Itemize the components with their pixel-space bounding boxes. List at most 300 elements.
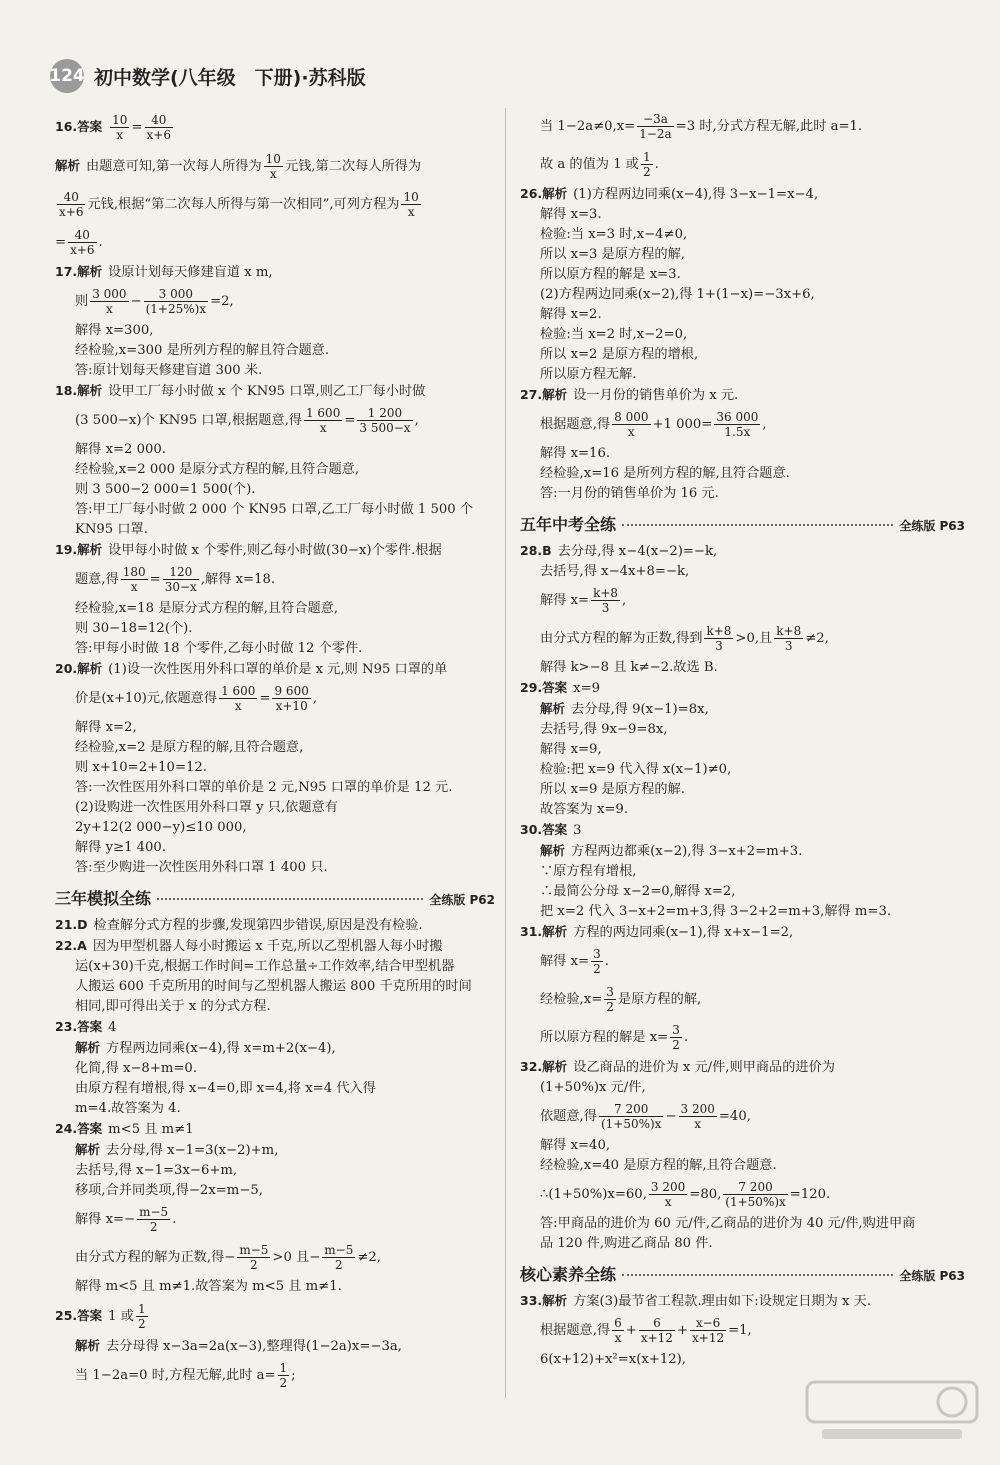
text-run: 3 bbox=[573, 823, 582, 838]
text-line bbox=[55, 283, 495, 321]
text-run: 答:一月份的销售单价为 16 元. bbox=[540, 486, 719, 501]
text-run: , bbox=[312, 691, 318, 706]
text-run: 则 30−18=12(个). bbox=[75, 621, 193, 636]
fraction-numerator: 36 000 bbox=[716, 410, 759, 424]
text-line bbox=[55, 1059, 495, 1079]
fraction-numerator: 1 200 bbox=[357, 406, 412, 421]
text-run: = bbox=[259, 691, 271, 706]
text-line bbox=[55, 639, 495, 659]
text-line bbox=[520, 1136, 965, 1156]
text-line bbox=[55, 1017, 495, 1038]
text-run: 所以原方程的解是 x= bbox=[540, 1030, 669, 1045]
text-run: 设甲每小时做 x 个零件,则乙每小时做(30−x)个零件.根据 bbox=[108, 543, 442, 558]
text-line bbox=[520, 1350, 965, 1370]
text-run: 元钱,根据“第二次每人所得与第一次相同”,可列方程为 bbox=[87, 197, 400, 212]
text-run: 所以 x=9 是原方程的解. bbox=[540, 782, 685, 797]
text-line bbox=[520, 225, 965, 245]
text-line bbox=[55, 361, 495, 381]
text-run: m<5 且 m≠1 bbox=[108, 1122, 194, 1137]
fraction bbox=[145, 113, 173, 142]
fraction bbox=[723, 1180, 788, 1209]
book-title: 初中数学(八年级 下册)·苏科版 bbox=[94, 66, 366, 89]
fraction-denominator: x bbox=[694, 1117, 702, 1131]
fraction-denominator: x+6 bbox=[70, 243, 95, 257]
text-line bbox=[520, 562, 965, 582]
text-run: 当 1−2a≠0,x= bbox=[540, 119, 636, 134]
text-line bbox=[55, 520, 495, 540]
text-run: 根据题意,得 bbox=[540, 1323, 611, 1338]
fraction-numerator: 1 600 bbox=[305, 406, 341, 420]
text-run: , bbox=[414, 413, 419, 428]
section-page-ref: 全练版 P63 bbox=[899, 519, 965, 533]
question-label: 24.答案 bbox=[55, 1121, 103, 1136]
text-run: =40, bbox=[718, 1109, 751, 1124]
left-column bbox=[55, 108, 495, 1395]
text-line bbox=[520, 1214, 965, 1234]
fraction-denominator: x+10 bbox=[275, 699, 308, 713]
text-run: >0 且− bbox=[272, 1250, 321, 1265]
text-run: 1 或 bbox=[108, 1309, 134, 1324]
question-label: 25.答案 bbox=[55, 1308, 103, 1323]
text-run: 解得 x= bbox=[540, 593, 590, 608]
text-run: 经检验,x=2 000 是原分式方程的解,且符合题意, bbox=[75, 462, 360, 477]
text-line bbox=[520, 1291, 965, 1312]
text-line bbox=[55, 224, 495, 262]
fraction bbox=[714, 410, 760, 439]
text-line bbox=[520, 444, 965, 464]
fraction-denominator: x+6 bbox=[59, 205, 84, 219]
fraction-numerator: 40 bbox=[68, 228, 96, 243]
fraction-denominator: 1−2a bbox=[639, 127, 672, 141]
text-line bbox=[55, 977, 495, 997]
fraction-numerator: 3 bbox=[606, 985, 614, 999]
fraction bbox=[357, 406, 412, 435]
text-run: 解得 x=40, bbox=[540, 1138, 611, 1153]
text-run: . bbox=[604, 954, 609, 969]
fraction-numerator: k+8 bbox=[706, 624, 732, 638]
fraction-numerator: 3 bbox=[672, 1023, 680, 1037]
text-run: 则 x+10=2+10=12. bbox=[75, 760, 207, 775]
text-line bbox=[520, 541, 965, 562]
text-line bbox=[55, 818, 495, 838]
text-run: 经检验,x=300 是所列方程的解且符合题意. bbox=[75, 343, 330, 358]
fraction-numerator: 7 200 bbox=[599, 1102, 664, 1117]
text-run: . bbox=[654, 157, 659, 172]
fraction-numerator: k+8 bbox=[776, 624, 802, 638]
text-run: =3 时,分式方程无解,此时 a=1. bbox=[675, 119, 863, 134]
question-label: 19.解析 bbox=[55, 542, 103, 557]
text-line bbox=[55, 936, 495, 957]
question-label: 解析 bbox=[55, 158, 81, 173]
text-run: 检验:当 x=2 时,x−2=0, bbox=[540, 327, 688, 342]
text-line bbox=[520, 1234, 965, 1254]
fraction bbox=[641, 150, 653, 179]
text-line bbox=[55, 1119, 495, 1140]
text-line bbox=[55, 1161, 495, 1181]
section-leader bbox=[157, 898, 423, 900]
text-run: 答:甲商品的进价为 60 元/件,乙商品的进价为 40 元/件,购进甲商 bbox=[540, 1216, 916, 1231]
text-line bbox=[55, 798, 495, 818]
text-run: 经检验,x=18 是原分式方程的解,且符合题意, bbox=[75, 601, 339, 616]
text-run: 当 1−2a=0 时,方程无解,此时 a= bbox=[75, 1368, 276, 1383]
text-run: 价是(x+10)元,依题意得 bbox=[75, 691, 218, 706]
text-run: 把 x=2 代入 3−x+2=m+3,得 3−2+2=m+3,解得 m=3. bbox=[540, 904, 892, 919]
text-run: 故答案为 x=9. bbox=[540, 802, 629, 817]
text-line bbox=[520, 1156, 965, 1176]
text-line bbox=[520, 740, 965, 760]
fraction-numerator: −3a bbox=[637, 112, 673, 127]
text-run: ; bbox=[291, 1368, 296, 1383]
fraction-denominator: 2 bbox=[279, 1376, 288, 1390]
text-run: . bbox=[98, 235, 103, 250]
fraction-denominator: x+12 bbox=[640, 1331, 673, 1345]
fraction-denominator: (1+50%)x bbox=[600, 1117, 662, 1131]
watermark-logo-icon bbox=[802, 1377, 982, 1447]
fraction bbox=[121, 565, 148, 594]
text-line bbox=[55, 186, 495, 224]
question-label: 33.解析 bbox=[520, 1293, 568, 1308]
text-line bbox=[55, 1038, 495, 1059]
section-header bbox=[520, 1262, 965, 1285]
analysis-label: 解析 bbox=[75, 1142, 101, 1157]
text-line bbox=[55, 540, 495, 561]
fraction bbox=[774, 624, 803, 653]
text-run: =120. bbox=[789, 1187, 831, 1202]
text-line bbox=[520, 406, 965, 444]
text-line bbox=[520, 1176, 965, 1214]
question-label: 22.A bbox=[55, 938, 87, 953]
fraction-numerator: 6 bbox=[614, 1316, 622, 1330]
fraction-numerator: 1 bbox=[279, 1361, 288, 1375]
column-divider bbox=[505, 108, 506, 1398]
text-line bbox=[55, 381, 495, 402]
fraction bbox=[304, 406, 342, 435]
text-line bbox=[520, 245, 965, 265]
text-run: 答:一次性医用外科口罩的单价是 2 元,N95 口罩的单价是 12 元. bbox=[75, 780, 453, 795]
text-run: 设乙商品的进价为 x 元/件,则甲商品的进价为 bbox=[573, 1060, 835, 1075]
text-run: =1, bbox=[728, 1323, 752, 1338]
fraction-numerator: k+8 bbox=[593, 586, 619, 600]
fraction bbox=[591, 586, 620, 615]
fraction bbox=[144, 287, 209, 316]
text-run: (2)方程两边同乘(x−2),得 1+(1−x)=−3x+6, bbox=[540, 287, 815, 302]
fraction-numerator: 10 bbox=[403, 190, 419, 204]
text-line bbox=[55, 1239, 495, 1277]
question-label: 32.解析 bbox=[520, 1059, 568, 1074]
text-run: 答:甲工厂每小时做 2 000 个 KN95 口罩,乙工厂每小时做 1 500 个 bbox=[75, 502, 474, 517]
text-run: 解得 x=3. bbox=[540, 207, 602, 222]
text-run: , bbox=[622, 593, 627, 608]
fraction bbox=[599, 1102, 664, 1131]
fraction-denominator: 30−x bbox=[164, 580, 197, 594]
text-line bbox=[55, 500, 495, 520]
fraction bbox=[272, 684, 310, 713]
text-line bbox=[55, 1297, 495, 1336]
text-line bbox=[55, 1277, 495, 1297]
fraction-denominator: x bbox=[130, 580, 138, 594]
text-line bbox=[520, 720, 965, 740]
text-run: 元钱,第二次每人所得为 bbox=[284, 159, 422, 174]
text-line bbox=[55, 758, 495, 778]
text-run: 解得 x=300, bbox=[75, 323, 154, 338]
fraction-numerator: m−5 bbox=[139, 1205, 169, 1219]
text-line bbox=[55, 460, 495, 480]
section-header bbox=[55, 886, 495, 909]
text-run: 方案(3)最节省工程款.理由如下:设规定日期为 x 天. bbox=[573, 1294, 872, 1309]
text-run: ∴最简公分母 x−2=0,解得 x=2, bbox=[540, 884, 736, 899]
text-line bbox=[520, 365, 965, 385]
question-label: 30.答案 bbox=[520, 822, 568, 837]
fraction-numerator: 6 bbox=[639, 1316, 675, 1331]
text-run: 解得 x=2 000. bbox=[75, 442, 166, 457]
text-line bbox=[520, 780, 965, 800]
text-run: 则 bbox=[75, 294, 89, 309]
text-run: (1+50%)x 元/件, bbox=[540, 1080, 646, 1095]
text-line bbox=[520, 922, 965, 943]
fraction-denominator: x+6 bbox=[146, 128, 171, 142]
section-page-ref: 全练版 P63 bbox=[899, 1269, 965, 1283]
fraction-denominator: 2 bbox=[334, 1258, 343, 1272]
text-line bbox=[55, 1357, 495, 1395]
fraction bbox=[219, 684, 257, 713]
text-run: 解得 x=2. bbox=[540, 307, 602, 322]
text-line bbox=[520, 841, 965, 862]
text-run: (1)方程两边同乘(x−4),得 3−x−1=x−4, bbox=[573, 187, 819, 202]
text-line bbox=[520, 484, 965, 504]
text-run: 解得 k>−8 且 k≠−2.故选 B. bbox=[540, 660, 718, 675]
text-run: 所以 x=3 是原方程的解, bbox=[540, 247, 685, 262]
text-line bbox=[55, 321, 495, 341]
text-run: 方程两边都乘(x−2),得 3−x+2=m+3. bbox=[571, 844, 803, 859]
fraction bbox=[679, 1102, 717, 1131]
text-run: 解得 x=2, bbox=[75, 720, 137, 735]
fraction-denominator: x bbox=[614, 1331, 622, 1345]
fraction-denominator: (1+25%)x bbox=[145, 302, 207, 316]
fraction-denominator: x bbox=[627, 425, 635, 439]
text-run: 解得 m<5 且 m≠1.故答案为 m<5 且 m≠1. bbox=[75, 1279, 342, 1294]
text-run: 因为甲型机器人每小时搬运 x 千克,所以乙型机器人每小时搬 bbox=[92, 939, 443, 954]
text-run: ∴(1+50%)x=60, bbox=[540, 1187, 647, 1202]
text-line bbox=[520, 862, 965, 882]
text-run: 所以原方程无解. bbox=[540, 367, 637, 382]
fraction-numerator: m−5 bbox=[239, 1243, 269, 1257]
text-line bbox=[520, 1078, 965, 1098]
text-run: 经检验,x=16 是所列方程的解,且符合题意. bbox=[540, 466, 790, 481]
question-label: 21.D bbox=[55, 917, 88, 932]
text-line bbox=[520, 582, 965, 620]
fraction-denominator: x bbox=[664, 1195, 672, 1209]
fraction bbox=[163, 565, 199, 594]
text-line bbox=[520, 882, 965, 902]
fraction-numerator: 7 200 bbox=[723, 1180, 788, 1195]
fraction-denominator: x bbox=[407, 205, 415, 219]
fraction bbox=[278, 1361, 290, 1390]
fraction-denominator: 2 bbox=[672, 1038, 680, 1052]
text-run: KN95 口罩. bbox=[75, 522, 148, 537]
fraction bbox=[604, 985, 616, 1014]
question-label: 23.答案 bbox=[55, 1019, 103, 1034]
text-run: 答:至少购进一次性医用外科口罩 1 400 只. bbox=[75, 860, 328, 875]
text-run: 由分式方程的解为正数,得− bbox=[75, 1250, 236, 1265]
text-line bbox=[520, 620, 965, 658]
section-title: 五年中考全练 bbox=[520, 515, 617, 534]
text-line bbox=[55, 262, 495, 283]
text-run: 去括号,得 x−4x+8=−k, bbox=[540, 564, 690, 579]
text-run: 移项,合并同类项,得−2x=m−5, bbox=[75, 1183, 263, 1198]
text-line bbox=[520, 265, 965, 285]
text-run: 由题意可知,第一次每人所得为 bbox=[86, 159, 262, 174]
fraction-denominator: x+12 bbox=[692, 1331, 725, 1345]
text-line bbox=[520, 464, 965, 484]
fraction-numerator: 40 bbox=[145, 113, 173, 128]
text-line bbox=[55, 561, 495, 599]
text-run: 2y+12(2 000−y)≤10 000, bbox=[75, 820, 247, 835]
text-run: 检查解分式方程的步骤,发现第四步错误,原因是没有检验. bbox=[93, 918, 423, 933]
text-line bbox=[520, 981, 965, 1019]
analysis-label: 解析 bbox=[75, 1338, 101, 1353]
text-run: = bbox=[131, 120, 143, 135]
text-line bbox=[55, 957, 495, 977]
fraction bbox=[90, 287, 128, 316]
fraction-numerator: 10 bbox=[112, 113, 128, 127]
fraction bbox=[670, 1023, 682, 1052]
text-run: 4 bbox=[108, 1020, 117, 1035]
question-label: 20.解析 bbox=[55, 661, 103, 676]
text-run: 方程两边同乘(x−4),得 x=m+2(x−4), bbox=[106, 1041, 336, 1056]
fraction-numerator: 3 000 bbox=[144, 287, 209, 302]
fraction-denominator: 2 bbox=[593, 962, 601, 976]
text-line bbox=[520, 1098, 965, 1136]
fraction-numerator: 180 bbox=[122, 565, 146, 579]
text-run: = bbox=[344, 413, 356, 428]
fraction-denominator: 3 bbox=[601, 601, 610, 615]
text-run: 检验:当 x=3 时,x−4≠0, bbox=[540, 227, 688, 242]
text-run: (3 500−x)个 KN95 口罩,根据题意,得 bbox=[75, 413, 302, 428]
question-label: 31.解析 bbox=[520, 924, 568, 939]
section-page-ref: 全练版 P62 bbox=[429, 893, 495, 907]
text-run: 所以原方程的解是 x=3. bbox=[540, 267, 681, 282]
text-run: 经检验,x=40 是原方程的解,且符合题意. bbox=[540, 1158, 777, 1173]
text-line bbox=[55, 858, 495, 878]
text-run: (2)设购进一次性医用外科口罩 y 只,依题意有 bbox=[75, 800, 338, 815]
fraction-numerator: m−5 bbox=[324, 1243, 354, 1257]
text-line bbox=[55, 147, 495, 186]
section-header bbox=[520, 512, 965, 535]
text-line bbox=[520, 760, 965, 780]
text-run: 题意,得 bbox=[75, 572, 119, 587]
fraction bbox=[264, 152, 283, 181]
text-line bbox=[520, 1019, 965, 1057]
text-run: 去分母,得 x−1=3(x−2)+m, bbox=[106, 1143, 279, 1158]
analysis-label: 解析 bbox=[540, 701, 566, 716]
text-line bbox=[520, 325, 965, 345]
text-line bbox=[520, 902, 965, 922]
text-line bbox=[55, 838, 495, 858]
fraction bbox=[591, 947, 603, 976]
fraction-numerator: 40 bbox=[57, 190, 85, 205]
fraction-denominator: 2 bbox=[250, 1258, 258, 1272]
text-run: =80, bbox=[689, 1187, 722, 1202]
text-run: 经检验,x= bbox=[540, 992, 603, 1007]
fraction bbox=[136, 1302, 148, 1331]
fraction bbox=[57, 190, 85, 219]
text-run: 方程的两边同乘(x−1),得 x+x−1=2, bbox=[573, 925, 794, 940]
question-label: 29.答案 bbox=[520, 680, 568, 695]
text-run: = bbox=[149, 572, 161, 587]
text-run: 根据题意,得 bbox=[540, 417, 611, 432]
fraction bbox=[649, 1180, 687, 1209]
question-label: 27.解析 bbox=[520, 387, 568, 402]
text-run: = bbox=[55, 235, 67, 250]
text-line bbox=[55, 1336, 495, 1357]
text-run: ∵原方程有增根, bbox=[540, 864, 637, 879]
text-line bbox=[520, 184, 965, 205]
text-run: 相同,即可得出关于 x 的分式方程. bbox=[75, 999, 271, 1014]
fraction-denominator: x bbox=[234, 699, 242, 713]
text-line bbox=[55, 1140, 495, 1161]
text-run: 由原方程有增根,得 x−4=0,即 x=4,将 x=4 代入得 bbox=[75, 1081, 376, 1096]
fraction bbox=[612, 1316, 624, 1345]
text-run: +1 000= bbox=[652, 417, 713, 432]
text-run: 化简,得 x−8+m=0. bbox=[75, 1061, 198, 1076]
right-column bbox=[520, 108, 965, 1370]
text-line bbox=[520, 285, 965, 305]
text-line bbox=[520, 943, 965, 981]
text-line bbox=[55, 1181, 495, 1201]
fraction-numerator: 3 000 bbox=[92, 287, 127, 301]
text-run: 设一月份的销售单价为 x 元. bbox=[573, 388, 739, 403]
text-line bbox=[55, 1079, 495, 1099]
text-line bbox=[520, 305, 965, 325]
text-run: + bbox=[625, 1323, 637, 1338]
question-label: 28.B bbox=[520, 543, 552, 558]
page-number: 124 bbox=[50, 59, 84, 93]
text-run: 去括号,得 9x−9=8x, bbox=[540, 722, 668, 737]
text-line bbox=[520, 108, 965, 146]
fraction-numerator: 9 600 bbox=[274, 684, 309, 698]
text-run: 设原计划每天修建盲道 x m, bbox=[108, 265, 273, 280]
fraction bbox=[639, 1316, 675, 1345]
question-label: 18.解析 bbox=[55, 383, 103, 398]
question-label: 26.解析 bbox=[520, 186, 568, 201]
fraction-numerator: 120 bbox=[163, 565, 199, 580]
text-run: 解得 x=− bbox=[75, 1212, 136, 1227]
text-run: . bbox=[172, 1212, 177, 1227]
text-run: ≠2, bbox=[805, 631, 829, 646]
text-line bbox=[55, 659, 495, 680]
text-run: 检验:把 x=9 代入得 x(x−1)≠0, bbox=[540, 762, 732, 777]
question-label: 17.解析 bbox=[55, 264, 103, 279]
text-run: 是原方程的解, bbox=[617, 992, 702, 1007]
text-run: x=9 bbox=[573, 681, 601, 696]
text-line bbox=[520, 1312, 965, 1350]
fraction bbox=[110, 113, 129, 142]
fraction-denominator: 3 bbox=[715, 639, 723, 653]
text-run: + bbox=[676, 1323, 688, 1338]
page-header bbox=[50, 58, 366, 94]
fraction bbox=[612, 410, 650, 439]
fraction-denominator: 1.5x bbox=[724, 425, 751, 439]
fraction-numerator: 3 200 bbox=[680, 1102, 715, 1116]
text-line bbox=[55, 1201, 495, 1239]
text-run: − bbox=[130, 294, 142, 309]
fraction bbox=[690, 1316, 726, 1345]
text-line bbox=[520, 678, 965, 699]
text-line bbox=[55, 738, 495, 758]
section-leader bbox=[622, 524, 893, 526]
text-line bbox=[520, 658, 965, 678]
text-run: 答:甲每小时做 18 个零件,乙每小时做 12 个零件. bbox=[75, 641, 363, 656]
